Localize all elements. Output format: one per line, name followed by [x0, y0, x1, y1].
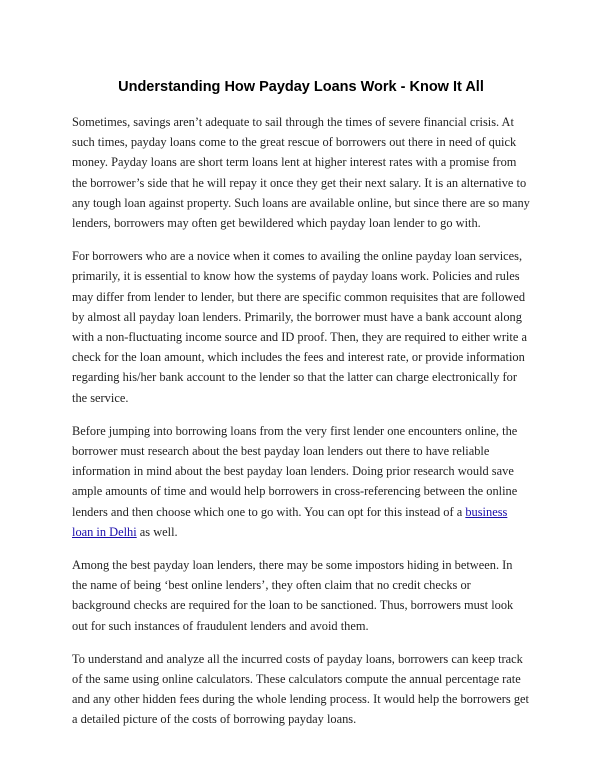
- paragraph-how-it-works: For borrowers who are a novice when it comes to availing the online payday loan services, primarily, it is essential to know how the systems of payday loans work. Policies and rules may differ from lender to lender, but there are specific common requisites that are followed by almost all payday loan lenders. Primarily, the borrower must have a bank account along with a non-fluctuating income source and ID proof. Then, they are required to either write a check for the loan amount, which includes the fees and interest rate, or provide information regarding his/her bank account to the lender so that the latter can charge electronically for the service.: [72, 249, 527, 405]
- paragraph-research: [72, 421, 530, 542]
- document-title: Understanding How Payday Loans Work - Know It All: [118, 79, 484, 95]
- business-loan-link[interactable]: business loan in Delhi: [72, 504, 508, 539]
- paragraph-intro: Sometimes, savings aren’t adequate to sail through the times of severe financial crisis. At such times, payday loans come to the great rescue of borrowers out there in need of quick money. Payday loans are short term loans lent at higher interest rates with a promise from the borrower’s side that he will repay it once they get their next salary. It is an alternative to any tough loan against property. Such loans are available online, but since there are so many lenders, borrowers may often get bewildered which payday loan lender to go with.: [72, 115, 530, 231]
- paragraph-impostors: Among the best payday loan lenders, there may be some impostors hiding in between. In the name of being ‘best online lenders’, they often claim that no credit checks or background checks are required for the loan to be sanctioned. Thus, borrowers must look out for such instances of fraudulent lenders and avoid them.: [72, 558, 514, 633]
- paragraph-research-tail: as well.: [136, 524, 178, 539]
- paragraph-calculators: To understand and analyze all the incurred costs of payday loans, borrowers can keep track of the same using online calculators. These calculators compute the annual percentage rate and any other hidden fees during the whole lending process. It would help the borrowers get a detailed picture of the costs of borrowing payday loans.: [72, 651, 529, 727]
- paragraph-research-text: Before jumping into borrowing loans from the very first lender one encounters online, the borrower must research about the best payday loan lenders out there to have reliable information in mind about the best payday loan lenders. Doing prior research would save ample amounts of time and would help borrowers in cross-referencing between the online lenders and then choose which one to go with. You can opt for this instead of a: [72, 423, 518, 519]
